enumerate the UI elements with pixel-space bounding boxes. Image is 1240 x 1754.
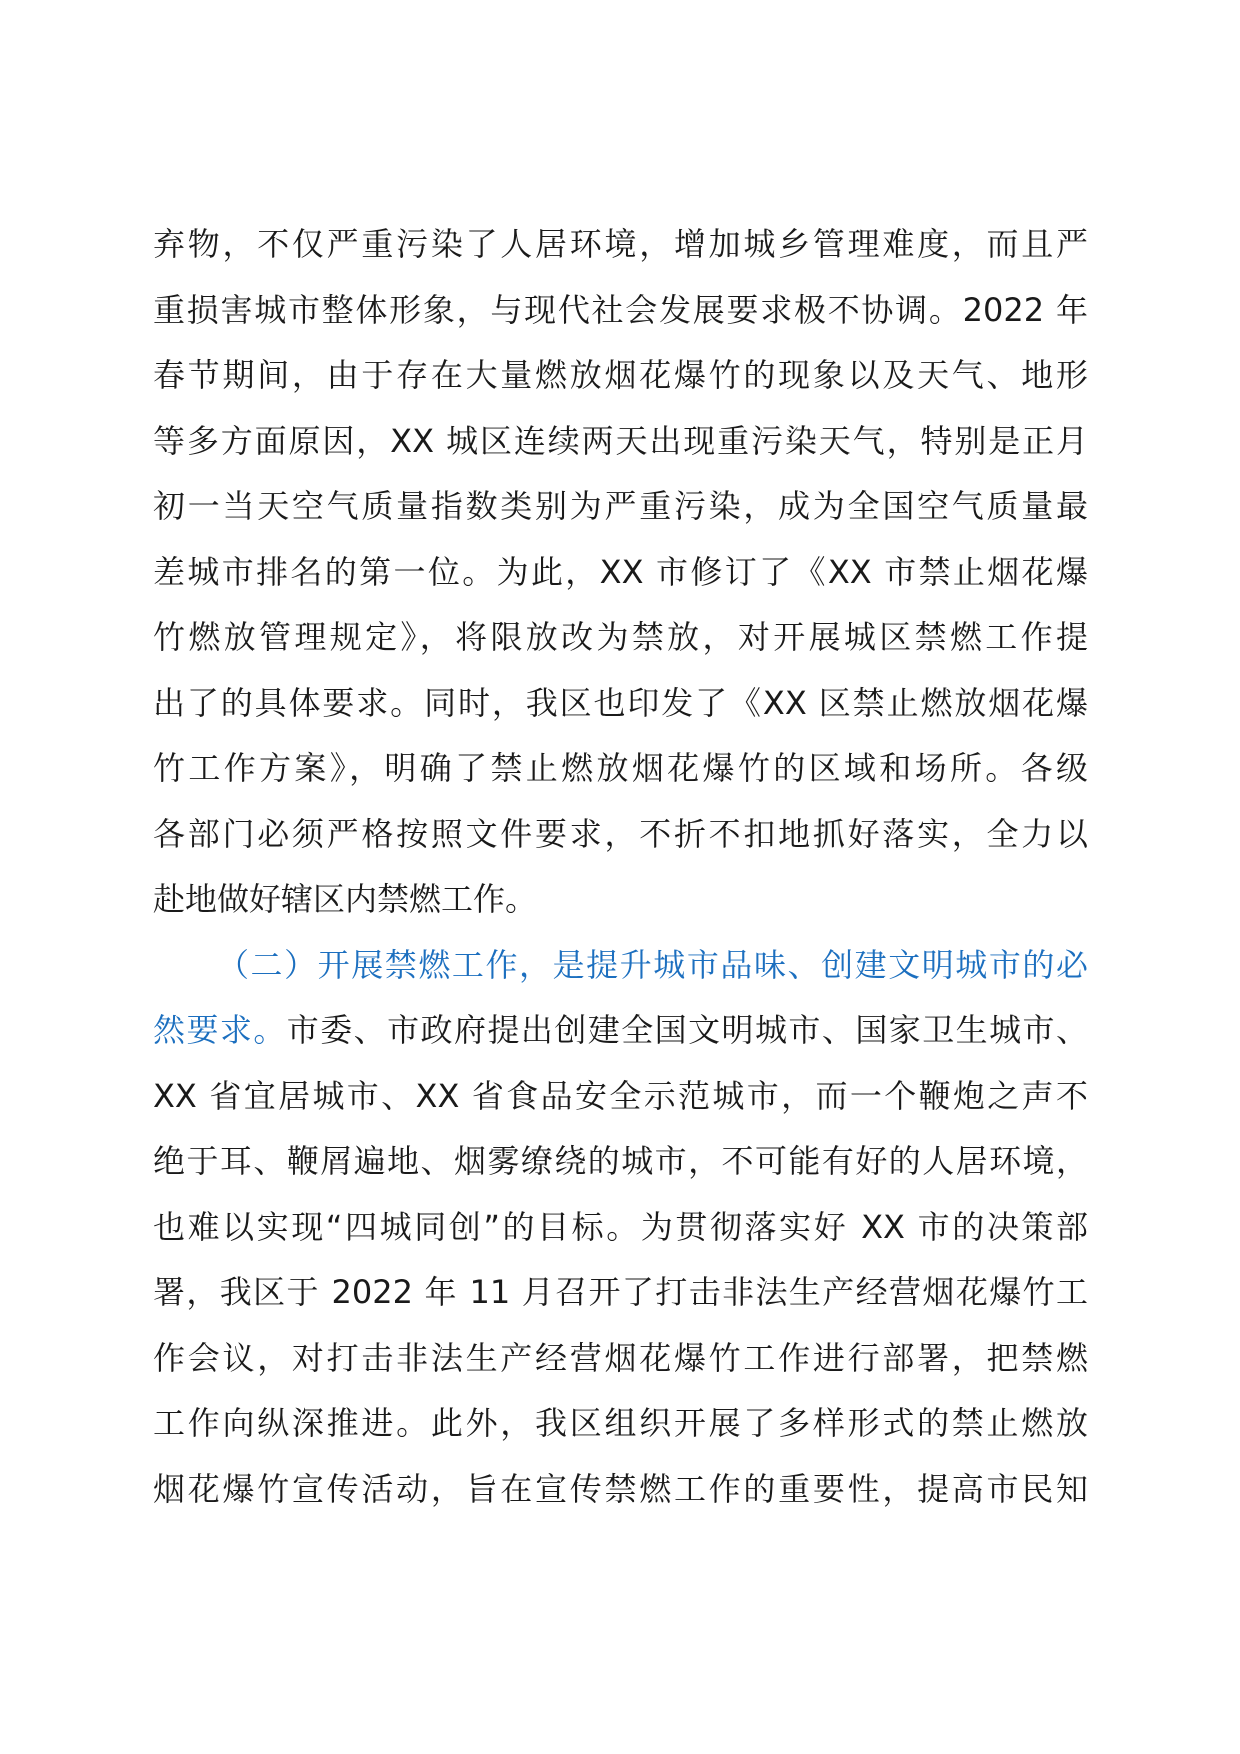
text-line: 春节期间，由于存在大量燃放烟花爆竹的现象以及天气、地形	[153, 356, 1088, 394]
text-line: 竹燃放管理规定》，将限放改为禁放，对开展城区禁燃工作提	[153, 618, 1088, 656]
text-line: 初一当天空气质量指数类别为严重污染，成为全国空气质量最	[153, 487, 1088, 525]
text-line: 烟花爆竹宣传活动，旨在宣传禁燃工作的重要性，提高市民知	[153, 1469, 1088, 1508]
text-line: 差城市排名的第一位。为此，XX 市修订了《XX 市禁止烟花爆	[153, 552, 1088, 591]
text-line: 重损害城市整体形象，与现代社会发展要求极不协调。2022 年	[153, 290, 1088, 329]
text-line: 也难以实现“四城同创”的目标。为贯彻落实好 XX 市的决策部	[153, 1207, 1088, 1246]
text-line: 各部门必须严格按照文件要求，不折不扣地抓好落实，全力以	[153, 814, 1088, 853]
text-line: 弃物，不仅严重污染了人居环境，增加城乡管理难度，而且严	[153, 225, 1088, 263]
section-heading-end: 然要求。	[153, 1011, 287, 1049]
text-line: 工作向纵深推进。此外，我区组织开展了多样形式的禁止燃放	[153, 1404, 1088, 1442]
text-line: 署，我区于 2022 年 11 月召开了打击非法生产经营烟花爆竹工	[153, 1273, 1088, 1311]
text-line	[153, 998, 1088, 1064]
text-line: 作会议，对打击非法生产经营烟花爆竹工作进行部署，把禁燃	[153, 1338, 1088, 1377]
body-text	[153, 212, 1088, 1522]
paragraph-2	[153, 933, 1088, 1523]
text-line: 竹工作方案》，明确了禁止燃放烟花爆竹的区域和场所。各级	[153, 749, 1088, 787]
section-heading-line: （二）开展禁燃工作，是提升城市品味、创建文明城市的必	[217, 945, 1088, 984]
text-line: 绝于耳、鞭屑遍地、烟雾缭绕的城市，不可能有好的人居环境，	[153, 1142, 1088, 1180]
text-line: XX 省宜居城市、XX 省食品安全示范城市，而一个鞭炮之声不	[153, 1076, 1088, 1115]
text-line: 等多方面原因，XX 城区连续两天出现重污染天气，特别是正月	[153, 421, 1088, 460]
text-line-rest: 市委、市政府提出创建全国文明城市、国家卫生城市、	[286, 1011, 1088, 1049]
text-line: 赴地做好辖区内禁燃工作。	[153, 880, 538, 918]
text-line: 出了的具体要求。同时，我区也印发了《XX 区禁止燃放烟花爆	[153, 683, 1088, 722]
paragraph-1	[153, 212, 1088, 933]
